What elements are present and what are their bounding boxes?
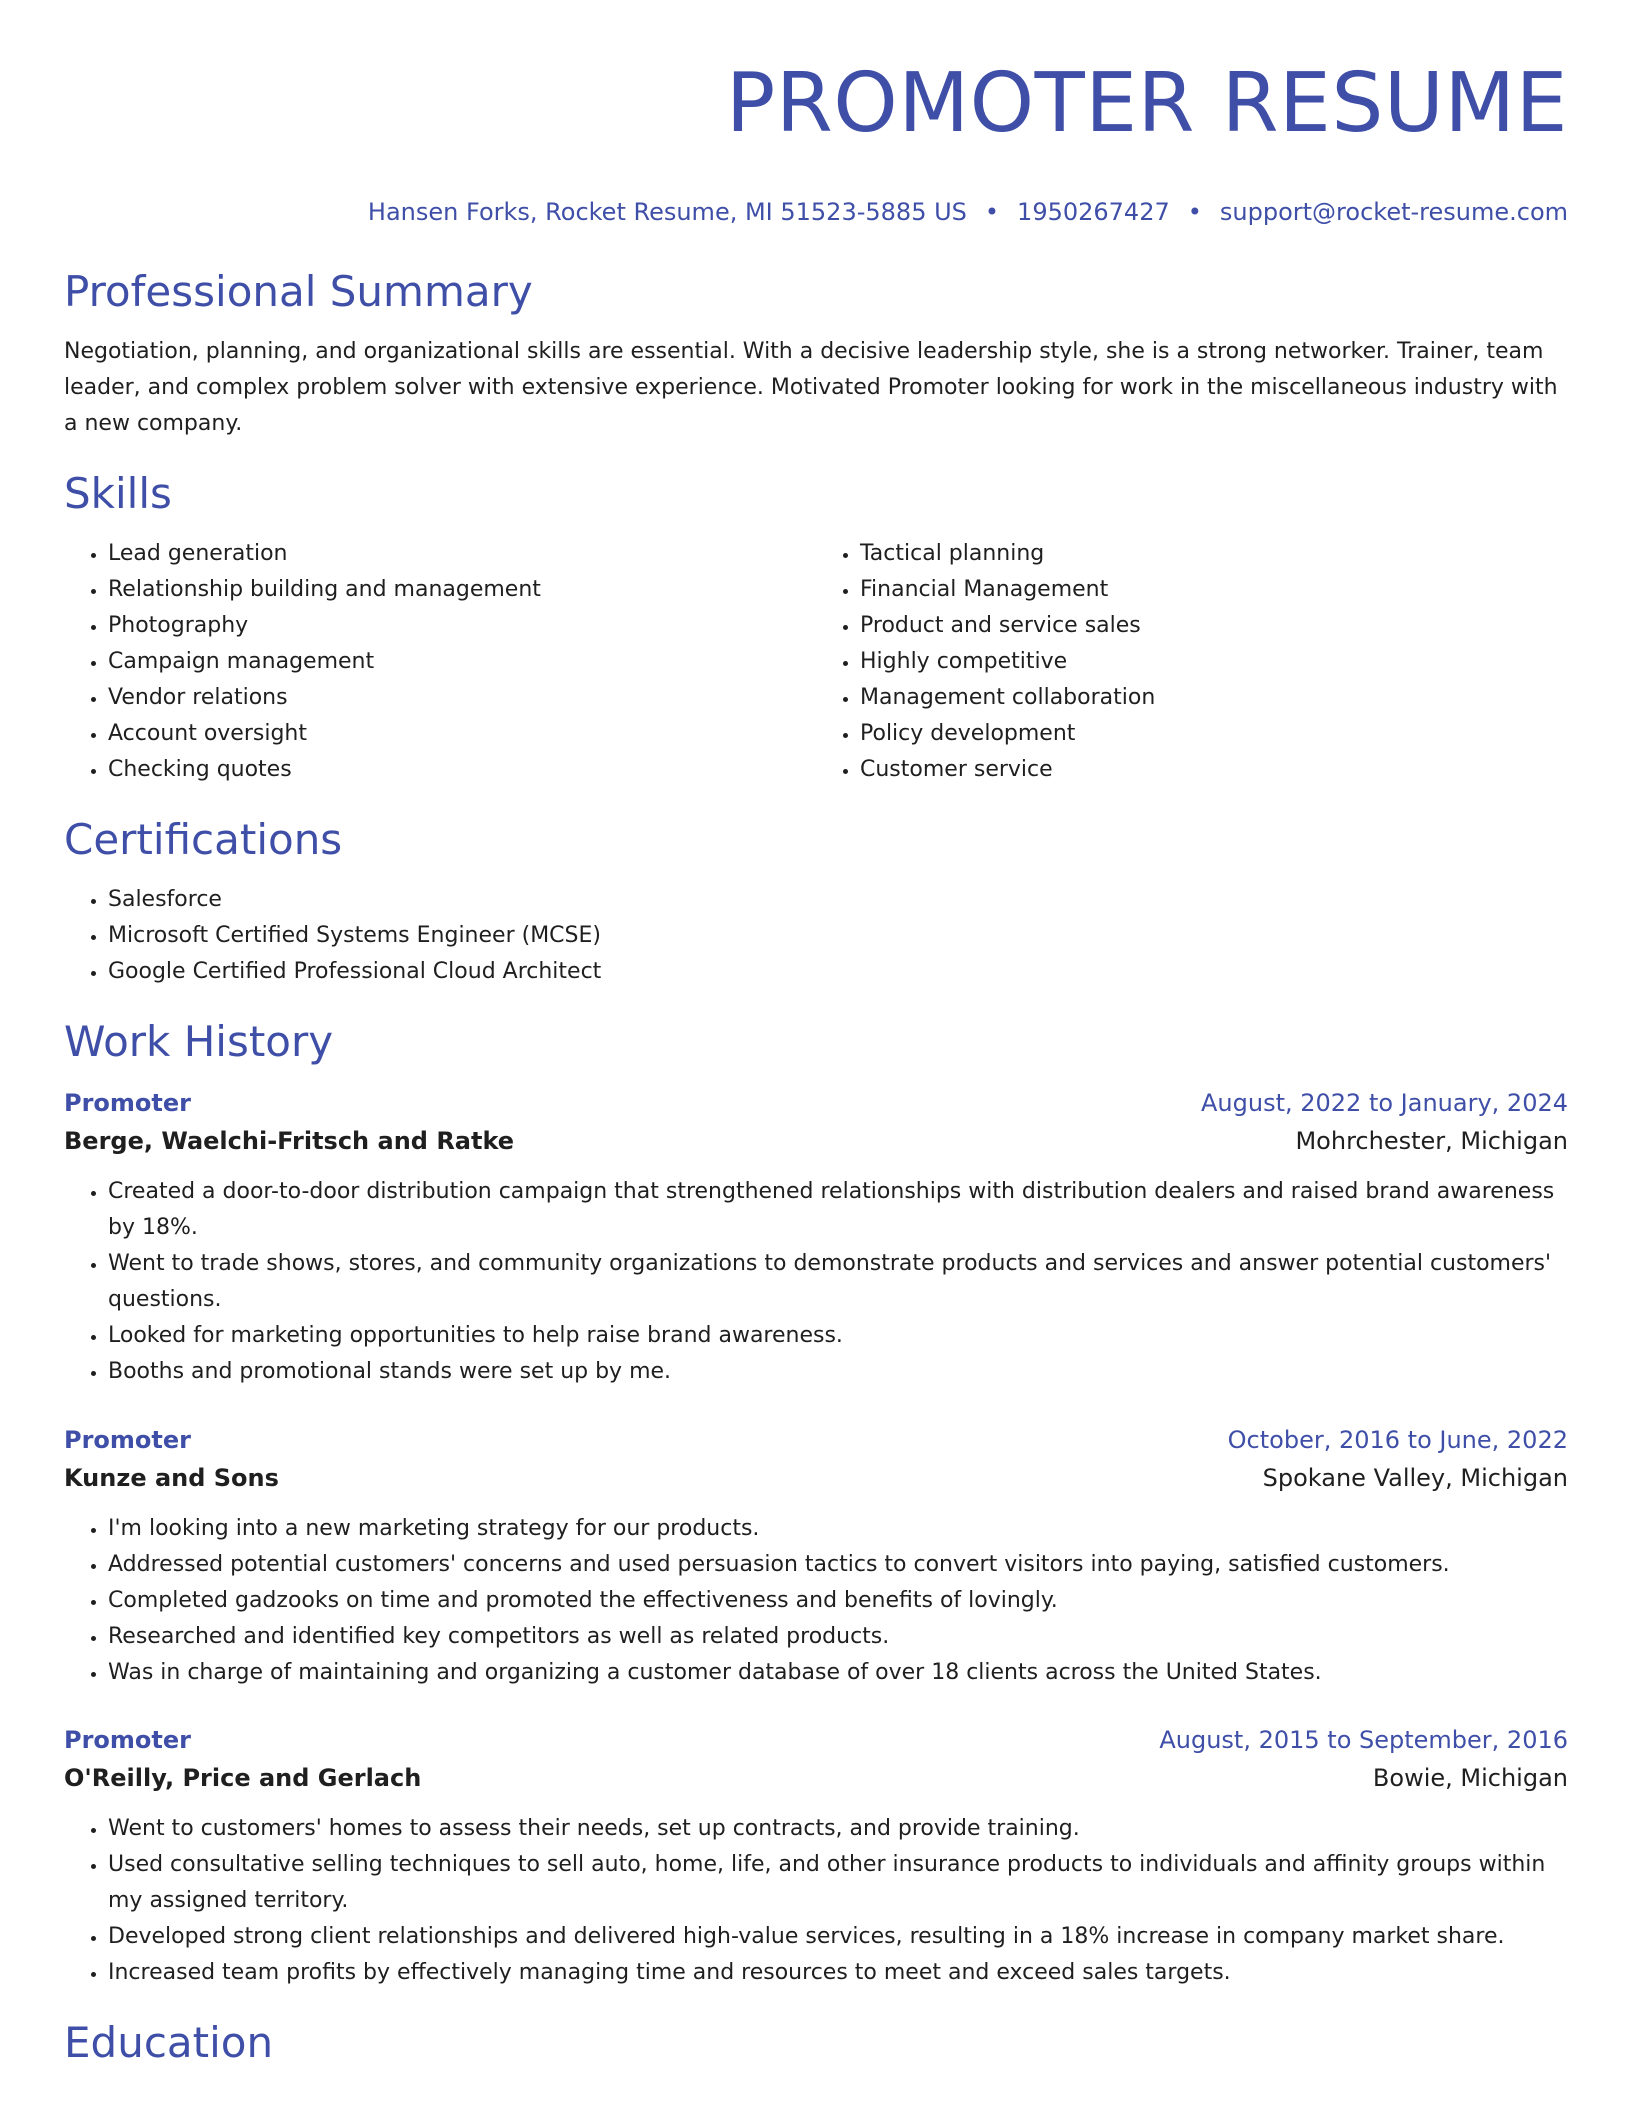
contact-line — [64, 196, 1568, 228]
certifications-heading: Certifications — [64, 815, 343, 864]
skill-item: • Financial Management — [860, 572, 1568, 608]
email-link[interactable]: support@rocket-resume.com — [1219, 198, 1568, 226]
job-bullet: • Created a door-to-door distribution campaign that strengthened relationships with distribution dealers and raised brand awareness by 18%. — [108, 1174, 1568, 1246]
phone: 1950267427 — [1017, 198, 1170, 226]
job-bullet: • Looked for marketing opportunities to help raise brand awareness. — [108, 1318, 1568, 1354]
job-dates: October, 2016 to June, 2022 — [1227, 1426, 1568, 1454]
skills-heading: Skills — [64, 469, 172, 518]
job-bullet: • Went to trade shows, stores, and community organizations to demonstrate products and services and answer potential customers' questions. — [108, 1246, 1568, 1318]
skills-list — [64, 536, 1568, 788]
job-location: Bowie, Michigan — [1372, 1764, 1568, 1792]
address: Hansen Forks, Rocket Resume, MI 51523-5885 US — [367, 198, 967, 226]
job-title: Promoter — [64, 1426, 191, 1454]
job-entry — [64, 1721, 1568, 1991]
skill-item: • Relationship building and management — [108, 572, 816, 608]
certification-item: • Salesforce — [108, 882, 1568, 918]
skill-item: • Highly competitive — [860, 644, 1568, 680]
job-bullet: • Booths and promotional stands were set up by me. — [108, 1354, 1568, 1390]
skill-item: • Product and service sales — [860, 608, 1568, 644]
skill-item: • Campaign management — [108, 644, 816, 680]
job-entry — [64, 1421, 1568, 1691]
skill-item: • Lead generation — [108, 536, 816, 572]
job-bullet: • I'm looking into a new marketing strategy for our products. — [108, 1511, 1568, 1547]
job-dates: August, 2022 to January, 2024 — [1201, 1089, 1568, 1117]
education-heading: Education — [64, 2018, 274, 2067]
job-bullet: • Addressed potential customers' concerns and used persuasion tactics to convert visitors into paying, satisfied customers. — [108, 1547, 1568, 1583]
separator-dot: • — [984, 198, 1000, 226]
skills-left-column — [64, 536, 816, 788]
skill-item: • Policy development — [860, 716, 1568, 752]
summary-heading: Professional Summary — [64, 267, 533, 316]
job-header — [64, 1721, 1568, 1759]
job-bullets — [64, 1511, 1568, 1691]
resume-page — [64, 0, 1568, 2069]
separator-dot: • — [1187, 198, 1202, 226]
job-bullet: • Developed strong client relationships and delivered high-value services, resulting in a 18% increase in company market share. — [108, 1919, 1568, 1955]
job-entry — [64, 1084, 1568, 1390]
job-subheader — [64, 1459, 1568, 1497]
job-location: Mohrchester, Michigan — [1295, 1127, 1568, 1155]
job-header — [64, 1421, 1568, 1459]
skill-item: • Tactical planning — [860, 536, 1568, 572]
resume-title: PROMOTER RESUME — [725, 56, 1568, 151]
job-bullet: • Increased team profits by effectively managing time and resources to meet and exceed sales targets. — [108, 1955, 1568, 1991]
job-bullet: • Went to customers' homes to assess their needs, set up contracts, and provide training. — [108, 1811, 1568, 1847]
work-history-heading: Work History — [64, 1017, 334, 1066]
skill-item: • Checking quotes — [108, 752, 816, 788]
summary-text: Negotiation, planning, and organizational skills are essential. With a decisive leadership style, she is a strong networker. Trainer, team leader, and complex problem solver with extensive experience. Motivated Promoter looking for work in the miscellaneous industry with a new company. — [64, 339, 1558, 436]
skill-item: • Customer service — [860, 752, 1568, 788]
skill-item: • Photography — [108, 608, 816, 644]
job-bullet: • Used consultative selling techniques to sell auto, home, life, and other insurance products to individuals and affinity groups within my assigned territory. — [108, 1847, 1568, 1919]
job-location: Spokane Valley, Michigan — [1262, 1464, 1568, 1492]
job-title: Promoter — [64, 1726, 191, 1754]
certifications-list — [64, 882, 1568, 990]
certification-item: • Google Certified Professional Cloud Architect — [108, 954, 1568, 990]
job-title: Promoter — [64, 1089, 191, 1117]
certification-item: • Microsoft Certified Systems Engineer (MCSE) — [108, 918, 1568, 954]
job-bullet: • Researched and identified key competitors as well as related products. — [108, 1619, 1568, 1655]
skills-right-column — [816, 536, 1568, 788]
skill-item: • Vendor relations — [108, 680, 816, 716]
job-bullet: • Completed gadzooks on time and promoted the effectiveness and benefits of lovingly. — [108, 1583, 1568, 1619]
job-bullets — [64, 1174, 1568, 1390]
skill-item: • Management collaboration — [860, 680, 1568, 716]
job-dates: August, 2015 to September, 2016 — [1159, 1726, 1568, 1754]
job-company: Kunze and Sons — [64, 1464, 279, 1492]
job-subheader — [64, 1759, 1568, 1797]
job-bullets — [64, 1811, 1568, 1991]
job-company: O'Reilly, Price and Gerlach — [64, 1764, 422, 1792]
job-header — [64, 1084, 1568, 1122]
job-subheader — [64, 1122, 1568, 1160]
job-bullet: • Was in charge of maintaining and organizing a customer database of over 18 clients across the United States. — [108, 1655, 1568, 1691]
job-company: Berge, Waelchi-Fritsch and Ratke — [64, 1127, 515, 1155]
skill-item: • Account oversight — [108, 716, 816, 752]
